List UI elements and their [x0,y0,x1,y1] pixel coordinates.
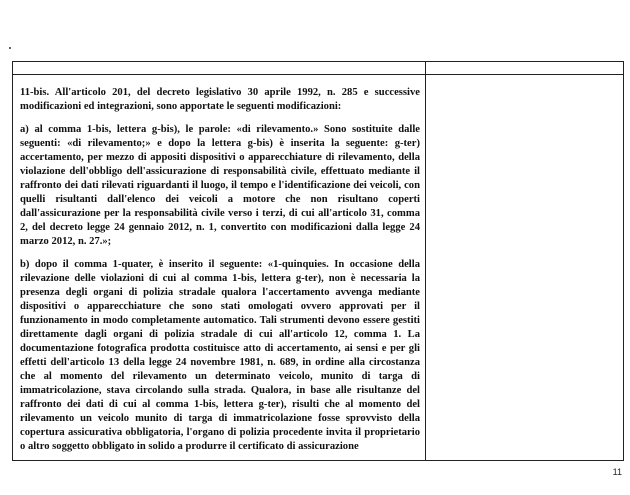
article-text [20,86,420,454]
page-number: 11 [612,467,622,477]
header-row-divider [13,74,425,75]
header-row-divider-right [426,74,623,75]
paragraph-b: b) dopo il comma 1-quater, è inserito il seguente: «1-quinquies. In occasione della rilevazione delle violazioni di cui al comma 1-bis, lettera g-ter), non è necessaria la presenza degli organi di polizia stradale qualora l'accertamento avvenga mediante dispositivi o apparecchiature che sono stati omologati ovvero approvati per il funzionamento in modo completamente automatico. Tali strumenti devono essere gestiti direttamente dagli organi di polizia stradale di cui all'articolo 12, comma 1. La documentazione fotografica prodotta costituisce atto di accertamento, ai sensi e per gli effetti dell'articolo 13 della legge 24 novembre 1981, n. 689, in ordine alla circostanza che al momento del rilevamento un determinato veicolo, munito di targa di immatricolazione, stava circolando sulla strada. Qualora, in base alle risultanze del raffronto dei dati di cui al comma 1-bis, lettera g-ter), risulti che al momento del rilevamento un veicolo munito di targa di immatricolazione fosse sprovvisto della copertura assicurativa obbligatoria, l'organo di polizia procedente invita il proprietario o altro soggetto obbligato in solido a produrre il certificato di assicurazione [20,259,420,452]
paragraph-a: a) al comma 1-bis, lettera g-bis), le parole: «di rilevamento.» Sono sostituite dalle seguenti: «di rilevamento;» e dopo la lettera g-bis) è inserita la seguente: g-ter) accertamento, per mezzo di appositi dispositivi o apparecchiature di rilevamento, della violazione dell'obbligo dell'assicurazione di responsabilità civile, effettuato mediante il raffronto dei dati rilevati riguardanti il luogo, il tempo e l'identificazione dei veicoli, con quelli risultanti dall'elenco dei veicoli a motore che non risultano coperti dall'assicurazione per la responsabilità civile verso i terzi, di cui all'articolo 31, comma 2, del decreto legge 24 gennaio 2012, n. 1, convertito con modificazioni dalla legge 24 marzo 2012, n. 27.»; [20,124,420,247]
right-column [426,62,623,460]
left-column [13,62,426,460]
comparison-table [12,61,624,461]
stray-mark [9,47,11,49]
article-heading: 11-bis. All'articolo 201, del decreto legislativo 30 aprile 1992, n. 285 e successive modificazioni ed integrazioni, sono apportate le seguenti modificazioni: [20,87,420,112]
